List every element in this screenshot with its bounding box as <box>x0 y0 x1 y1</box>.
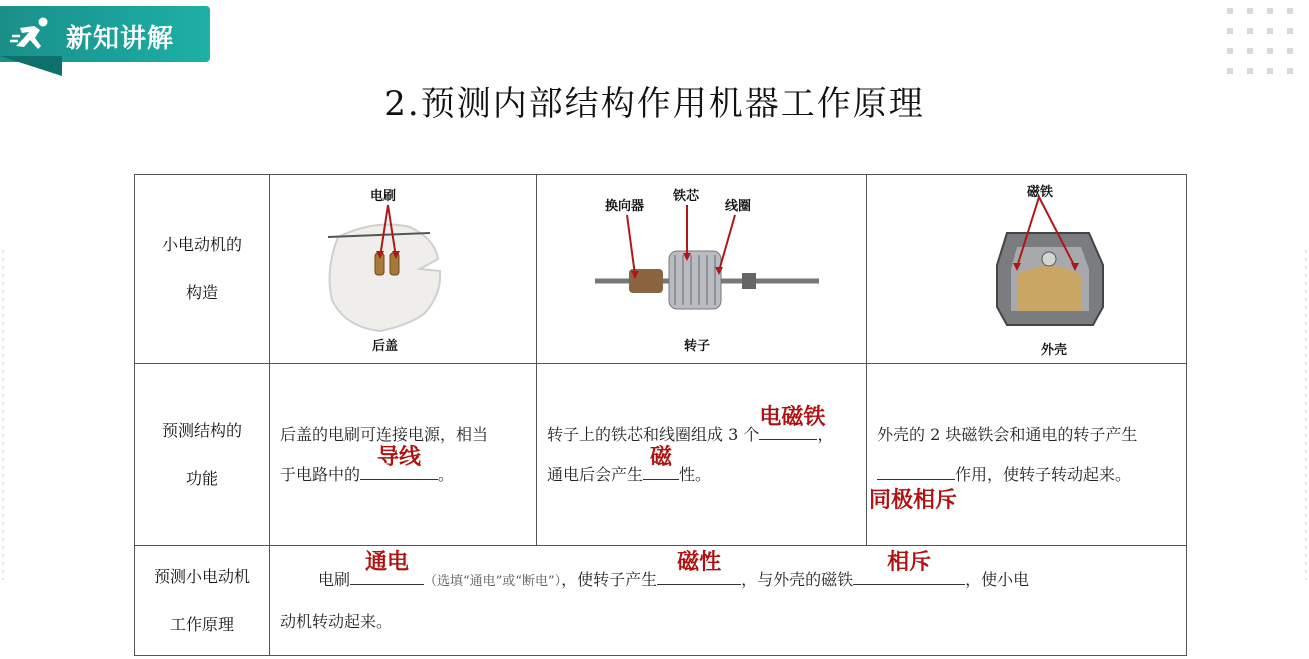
rear-cover-function: 后盖的电刷可连接电源，相当 于电路中的 导线 。 <box>270 364 537 546</box>
edge-decoration-left <box>2 250 4 580</box>
badge-text: 新知讲解 <box>66 24 175 54</box>
rear-cover-label: 后盖 <box>372 339 399 354</box>
shell-label: 外壳 <box>1041 343 1068 358</box>
badge-tail <box>0 56 62 76</box>
table-row <box>135 546 1187 656</box>
decorative-dot-grid <box>1227 8 1297 74</box>
answer-blank[interactable] <box>877 461 955 480</box>
rear-cover-cell <box>270 175 537 364</box>
answer-blank[interactable]: 相斥 <box>853 566 965 585</box>
page-title: 2.预测内部结构作用机器工作原理 <box>384 84 925 124</box>
core-label: 铁芯 <box>673 189 700 204</box>
runner-icon <box>10 16 54 52</box>
rotor-cell <box>537 175 867 364</box>
table-row <box>135 175 1187 364</box>
row-head-function: 预测结构的 功能 <box>135 364 270 546</box>
section-badge <box>0 6 210 62</box>
answer-blank[interactable]: 导线 <box>360 461 438 480</box>
table-row <box>135 364 1187 546</box>
rear-cover-image <box>270 175 537 363</box>
shell-image <box>867 175 1187 363</box>
answer-text: 同极相斥 <box>869 487 958 513</box>
answer-blank[interactable]: 磁性 <box>657 566 741 585</box>
row-head-principle: 预测小电动机 工作原理 <box>135 546 270 656</box>
edge-decoration-right <box>1305 250 1307 580</box>
answer-blank[interactable]: 磁 <box>643 461 679 480</box>
shell-function: 外壳的 2 块磁铁会和通电的转子产生 作用，使转子转动起来。 同极相斥 <box>867 364 1187 546</box>
rotor-label: 转子 <box>684 339 711 354</box>
answer-blank[interactable]: 电磁铁 <box>759 421 817 440</box>
brush-label: 电刷 <box>370 189 397 204</box>
magnet-label: 磁铁 <box>1027 185 1054 200</box>
rotor-function: 转子上的铁芯和线圈组成 3 个 电磁铁 ， 通电后会产生 磁 性。 <box>537 364 867 546</box>
commutator-label: 换向器 <box>605 199 645 214</box>
row-head-structure: 小电动机的 构造 <box>135 175 270 364</box>
shell-cell <box>867 175 1187 364</box>
principle-cell: 电刷 通电 （选填“通电”或“断电”），使转子产生 磁性 ，与外壳的磁铁 相斥 ，使小电 动机转动起来。 <box>270 546 1187 656</box>
structure-table <box>134 174 1187 656</box>
answer-blank[interactable]: 通电 <box>350 566 424 585</box>
coil-label: 线圈 <box>725 199 752 214</box>
